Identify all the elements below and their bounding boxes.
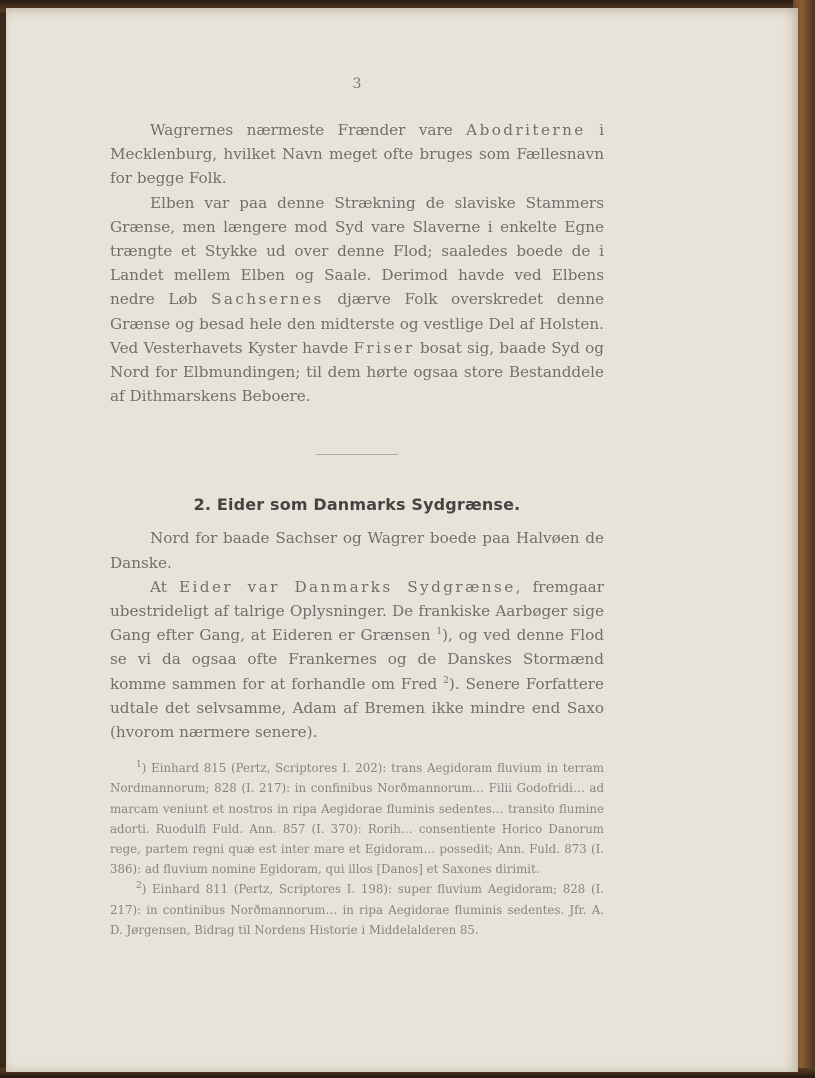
- footnotes: [110, 758, 604, 940]
- paragraph-elben: Elben var paa denne Strækning de slaviske Stammers Grænse, men længere mod Syd vare Slaverne i enkelte Egne trængte et Stykke ud over denne Flod; saaledes boede de i Landet mellem Elben og Saale. Derimod havde ved Elbens nedre Løb Sachsernes djærve Folk overskredet denne Grænse og besad hele den midterste og vestlige Del af Holsten. Ved Vesterhavets Kyster havde Friser bosat sig, baade Syd og Nord for Elbmundingen; til dem hørte ogsaa store Bestanddele af Dithmarskens Beboere.: [110, 193, 605, 406]
- book-page: [6, 8, 798, 1072]
- spaced-term: Eider var Danmarks Sydgrænse: [178, 577, 516, 596]
- page-content: [110, 68, 604, 940]
- footnote-ref[interactable]: 1: [436, 627, 443, 638]
- spaced-term: Sachsernes: [211, 290, 324, 309]
- section-heading: 2. Eider som Danmarks Sydgrænse.: [193, 495, 521, 515]
- paragraph-abodriter: Wagrernes nærmeste Frænder vare Abodriterne i Mecklenburg, hvilket Navn meget ofte bruges som Fællesnavn for begge Folk.: [110, 121, 605, 188]
- page-number: 3: [352, 76, 362, 92]
- paragraph-danske: Nord for baade Sachser og Wagrer boede paa Halvøen de Danske.: [110, 529, 604, 572]
- footnote-number: 1: [136, 760, 142, 771]
- footnote-number: 2: [136, 881, 142, 892]
- section-divider: [316, 454, 398, 455]
- spaced-term: Abodriterne: [466, 121, 586, 139]
- footnote-2: $^2$) Einhard 811 (Pertz, Scriptores I. 198): super fluvium Aegidoram; 828 (I. 217): in continibus Norðmannorum… in ripa Aegidorae fluminis sedentes. Jfr. A. D. Jørgensen, Bidrag til Nordens Historie i Middelalderen 85.: [110, 881, 604, 937]
- footnote-1: $^1$) Einhard 815 (Pertz, Scriptores I. 202): trans Aegidoram fluvium in terram Nordmannorum; 828 (I. 217): in confinibus Norðmannorum… Filii Godofridi… ad marcam veniunt et nostros in ripa Aegidorae fluminis sedentes… transito flumine adorti. Ruodulfi Fuld. Ann. 857 (I. 370): Rorih… consentiente Horico Danorum rege, partem regni quæ est inter mare et Egidoram… possedit; Ann. Fuld. 873 (I. 386): ad fluvium nomine Egidoram, qui illos [Danos] et Saxones dirimit.: [110, 760, 604, 877]
- paragraph-eider: At Eider var Danmarks Sydgrænse, fremgaar ubestrideligt af talrige Oplysninger. De frankiske Aarbøger sige Gang efter Gang, at Eideren er Grænsen $^1$), og ved denne Flod se vi da ogsaa ofte Frankernes og de Danskes Stormænd komme sammen for at forhandle om Fred $^2$). Senere Forfattere udtale det selvsamme, Adam af Bremen ikke mindre end Saxo (hvorom nærmere senere).: [110, 577, 604, 742]
- footnote-ref[interactable]: 2: [443, 675, 449, 686]
- spaced-term: Friser: [353, 338, 415, 357]
